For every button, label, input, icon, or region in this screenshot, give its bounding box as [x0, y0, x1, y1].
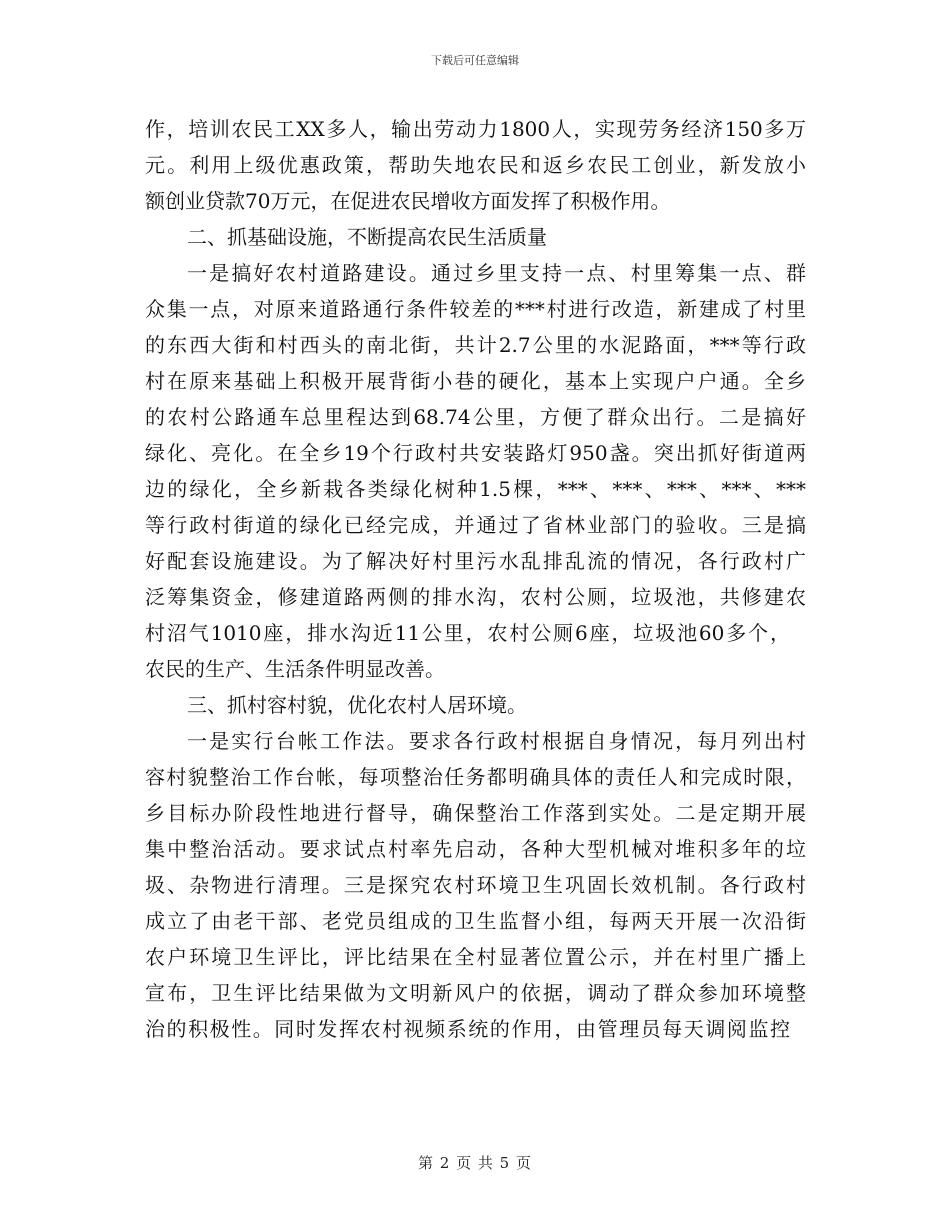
text-line: 村沼气1010座，排水沟近11公里，农村公厕6座，垃圾池60多个，	[145, 621, 790, 645]
text-line: 额创业贷款70万元，在促进农民增收方面发挥了积极作用。	[145, 189, 671, 213]
text-line: 一是实行台帐工作法。要求各行政村根据自身情况，每月列出村	[187, 729, 806, 753]
text-line: 众集一点，对原来道路通行条件较差的***村进行改造，新建成了村里	[145, 297, 806, 321]
text-line: 一是搞好农村道路建设。通过乡里支持一点、村里筹集一点、群	[187, 261, 806, 285]
text-line: 元。利用上级优惠政策，帮助失地农民和返乡农民工创业，新发放小	[145, 153, 806, 177]
text-line: 治的积极性。同时发挥农村视频系统的作用，由管理员每天调阅监控	[145, 1017, 790, 1041]
text-line: 好配套设施建设。为了解决好村里污水乱排乱流的情况，各行政村广	[145, 549, 806, 573]
text-line: 泛筹集资金，修建道路两侧的排水沟，农村公厕，垃圾池，共修建农	[145, 585, 806, 609]
text-line: 乡目标办阶段性地进行督导，确保整治工作落到实处。二是定期开展	[145, 801, 806, 825]
text-line: 作，培训农民工XX多人，输出劳动力1800人，实现劳务经济150多万	[145, 117, 806, 141]
text-line: 圾、杂物进行清理。三是探究农村环境卫生巩固长效机制。各行政村	[145, 873, 806, 897]
text-line: 集中整治活动。要求试点村率先启动，各种大型机械对堆积多年的垃	[145, 837, 806, 861]
section-heading: 三、抓村容村貌，优化农村人居环境。	[187, 693, 527, 717]
page-number-footer: 第 2 页 共 5 页	[418, 1154, 532, 1172]
text-line: 农户环境卫生评比，评比结果在全村显著位置公示，并在村里广播上	[145, 945, 806, 969]
text-line: 宣布，卫生评比结果做为文明新风户的依据，调动了群众参加环境整	[145, 981, 806, 1005]
text-line: 村在原来基础上积极开展背街小巷的硬化，基本上实现户户通。全乡	[145, 369, 806, 393]
text-line: 的东西大街和村西头的南北街，共计2.7公里的水泥路面，***等行政	[145, 333, 806, 357]
text-line: 等行政村街道的绿化已经完成，并通过了省林业部门的验收。三是搞	[145, 513, 806, 537]
text-line: 的农村公路通车总里程达到68.74公里，方便了群众出行。二是搞好	[145, 405, 806, 429]
text-line: 绿化、亮化。在全乡19个行政村共安装路灯950盏。突出抓好街道两	[145, 441, 806, 465]
section-heading: 二、抓基础设施，不断提高农民生活质量	[187, 225, 547, 249]
text-line: 边的绿化，全乡新栽各类绿化树种1.5棵，***、***、***、***、***	[145, 477, 806, 501]
text-line: 农民的生产、生活条件明显改善。	[145, 657, 445, 681]
page-header: 下载后可任意编辑	[431, 54, 519, 67]
text-line: 容村貌整治工作台帐，每项整治任务都明确具体的责任人和完成时限，	[145, 765, 806, 789]
text-line: 成立了由老干部、老党员组成的卫生监督小组，每两天开展一次沿街	[145, 909, 806, 933]
